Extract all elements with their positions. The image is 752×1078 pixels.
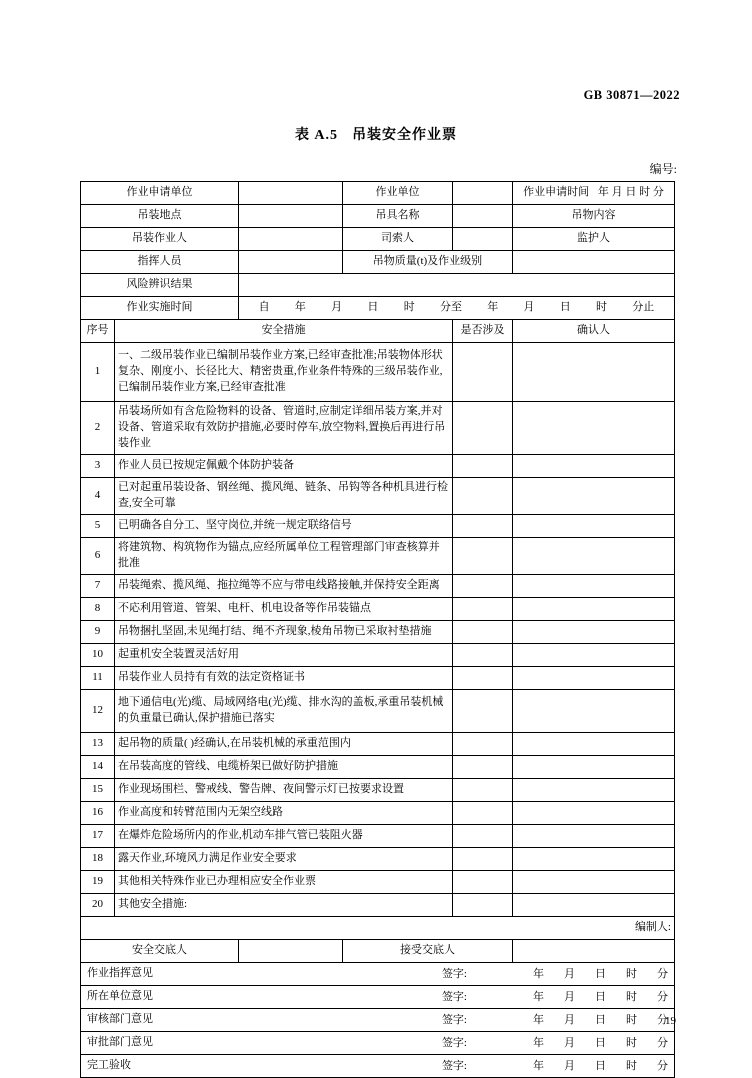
- value-briefing-receiver[interactable]: [513, 939, 675, 962]
- wt-7: 月: [523, 301, 535, 314]
- opinion-row: [81, 1031, 675, 1054]
- table-title-text: 吊装安全作业票: [352, 128, 458, 143]
- measure-no: 20: [81, 893, 115, 916]
- label-supervisor-text: 监护人: [577, 232, 610, 245]
- wt-9: 时: [596, 301, 608, 314]
- opinion-row: [81, 1054, 675, 1077]
- measure-involved[interactable]: [453, 620, 513, 643]
- date-hour: 时: [626, 1036, 637, 1049]
- date-day: 日: [595, 1036, 606, 1049]
- measure-row: [81, 402, 675, 455]
- serial-number-label: 编号:: [649, 162, 677, 176]
- measure-row: [81, 801, 675, 824]
- measure-involved[interactable]: [453, 870, 513, 893]
- measure-no: 8: [81, 597, 115, 620]
- label-commander: 指挥人员: [81, 251, 239, 274]
- standard-number: GB 30871—2022: [583, 88, 680, 102]
- date-month: 月: [564, 1036, 575, 1049]
- label-supervisor: [513, 228, 675, 251]
- measure-no: 7: [81, 574, 115, 597]
- date-day: 日: [595, 967, 606, 980]
- date-month: 月: [564, 990, 575, 1003]
- measure-no: 17: [81, 824, 115, 847]
- label-load-mass-level: 吊物质量(t)及作业级别: [343, 251, 513, 274]
- measure-no: 1: [81, 343, 115, 402]
- value-apply-time[interactable]: 年 月 日 时 分: [597, 186, 664, 199]
- label-hoist-operator: 吊装作业人: [81, 228, 239, 251]
- measure-no: 4: [81, 477, 115, 514]
- measure-no: 3: [81, 454, 115, 477]
- measure-confirmer[interactable]: [513, 801, 675, 824]
- measure-involved[interactable]: [453, 755, 513, 778]
- measure-confirmer[interactable]: [513, 778, 675, 801]
- measure-involved[interactable]: [453, 477, 513, 514]
- measure-involved[interactable]: [453, 893, 513, 916]
- value-work-unit[interactable]: [453, 182, 513, 205]
- editor-row: [81, 916, 675, 939]
- measure-confirmer[interactable]: [513, 755, 675, 778]
- measure-text: 已明确各自分工、坚守岗位,并统一规定联络信号: [115, 514, 453, 537]
- wt-4: 时: [403, 301, 415, 314]
- opinion-cell-approval[interactable]: [81, 1031, 675, 1054]
- measure-row: [81, 778, 675, 801]
- measure-text: 作业人员已按规定佩戴个体防护装备: [115, 454, 453, 477]
- measure-involved[interactable]: [453, 689, 513, 732]
- label-rigging-name: 吊具名称: [343, 205, 453, 228]
- date-hour: 时: [626, 1059, 637, 1072]
- wt-1: 年: [294, 301, 306, 314]
- measure-row: [81, 893, 675, 916]
- measure-row: [81, 514, 675, 537]
- measure-row: [81, 666, 675, 689]
- sign-date: [513, 1060, 668, 1072]
- opinion-cell-command[interactable]: [81, 962, 675, 985]
- measure-text: 吊装绳索、揽风绳、拖拉绳等不应与带电线路接触,并保持安全距离: [115, 574, 453, 597]
- value-hoist-site[interactable]: [239, 205, 343, 228]
- page-title: [0, 124, 752, 144]
- label-apply-time: [513, 182, 675, 205]
- opinion-label: 作业指挥意见: [87, 966, 153, 979]
- opinion-label: 审核部门意见: [87, 1012, 153, 1025]
- measure-text: 地下通信电(光)缆、局域网络电(光)缆、排水沟的盖板,承重吊装机械的负重量已确认,保护措施已落实: [115, 689, 453, 732]
- measure-row: [81, 870, 675, 893]
- measure-confirmer[interactable]: [513, 847, 675, 870]
- row-apply-unit: [81, 182, 675, 205]
- header-index: 序号: [81, 320, 115, 343]
- measure-involved[interactable]: [453, 514, 513, 537]
- opinion-cell-completion[interactable]: [81, 1054, 675, 1077]
- value-risk-result[interactable]: [239, 274, 675, 297]
- opinion-label: 所在单位意见: [87, 989, 153, 1002]
- measure-row: [81, 824, 675, 847]
- opinion-label: 完工验收: [87, 1058, 131, 1071]
- date-minute: 分: [657, 1059, 668, 1072]
- measure-text: 一、二级吊装作业已编制吊装作业方案,已经审查批准;吊装物体形状复杂、刚度小、长径比大、精密贵重,作业条件特殊的三级吊装作业,已编制吊装作业方案,已经审查批准: [115, 343, 453, 402]
- measure-no: 19: [81, 870, 115, 893]
- date-month: 月: [564, 967, 575, 980]
- label-briefing-receiver: 接受交底人: [343, 939, 513, 962]
- opinion-signature: [442, 1013, 668, 1029]
- wt-6: 年: [487, 301, 499, 314]
- wt-0: 自: [258, 301, 270, 314]
- measure-row: [81, 477, 675, 514]
- sign-label: 签字:: [441, 990, 467, 1003]
- measure-text: 已对起重吊装设备、钢丝绳、揽风绳、链条、吊钩等各种机具进行检查,安全可靠: [115, 477, 453, 514]
- measure-no: 9: [81, 620, 115, 643]
- measure-text: 其他相关特殊作业已办理相应安全作业票: [115, 870, 453, 893]
- measure-text[interactable]: 其他安全措施:: [115, 893, 453, 916]
- measure-row: [81, 454, 675, 477]
- measure-confirmer[interactable]: [513, 454, 675, 477]
- sign-label: 签字:: [441, 967, 467, 980]
- label-apply-time-text: 作业申请时间: [523, 186, 590, 199]
- value-apply-unit[interactable]: [239, 182, 343, 205]
- measure-no: 2: [81, 402, 115, 455]
- sign-date: [513, 968, 668, 980]
- measure-text: 在爆炸危险场所内的作业,机动车排气管已装阻火器: [115, 824, 453, 847]
- measure-text: 在吊装高度的管线、电缆桥架已做好防护措施: [115, 755, 453, 778]
- measure-text: 不応利用管道、管架、电杆、机电设备等作吊装锚点: [115, 597, 453, 620]
- label-rigger: 司索人: [343, 228, 453, 251]
- measure-confirmer[interactable]: [513, 343, 675, 402]
- opinion-row: [81, 1008, 675, 1031]
- table-label: 表 A.5: [294, 128, 339, 143]
- measure-text: 吊装场所如有含危险物料的设备、管道时,应制定详细吊装方案,并对设备、管道采取有效防护措施,必要时停车,放空物料,置换后再进行吊装作业: [115, 402, 453, 455]
- measure-involved[interactable]: [453, 537, 513, 574]
- header-confirmer: 确认人: [513, 320, 675, 343]
- row-hoist-site: [81, 205, 675, 228]
- measure-no: 12: [81, 689, 115, 732]
- measure-involved[interactable]: [453, 666, 513, 689]
- measure-row: [81, 755, 675, 778]
- measure-confirmer[interactable]: [513, 824, 675, 847]
- wt-3: 日: [367, 301, 379, 314]
- handover-row: [81, 939, 675, 962]
- date-year: 年: [533, 1059, 544, 1072]
- label-apply-unit: 作业申请单位: [81, 182, 239, 205]
- measure-text: 露天作业,环境风力满足作业安全要求: [115, 847, 453, 870]
- date-day: 日: [595, 1013, 606, 1026]
- permit-table: [80, 181, 675, 1078]
- measure-text: 吊物捆扎坚固,未见绳打结、绳不齐现象,棱角吊物已采取衬垫措施: [115, 620, 453, 643]
- measure-text: 将建筑物、构筑物作为锚点,应经所属单位工程管理部门审查核算并批准: [115, 537, 453, 574]
- measure-involved[interactable]: [453, 597, 513, 620]
- row-risk-result: [81, 274, 675, 297]
- date-minute: 分: [657, 1013, 668, 1026]
- row-work-time: [81, 297, 675, 320]
- sign-date: [513, 1037, 668, 1049]
- measure-confirmer[interactable]: [513, 666, 675, 689]
- measure-row: [81, 537, 675, 574]
- date-hour: 时: [626, 967, 637, 980]
- measure-involved[interactable]: [453, 778, 513, 801]
- measure-no: 11: [81, 666, 115, 689]
- date-year: 年: [533, 1013, 544, 1026]
- sign-date: [513, 991, 668, 1003]
- date-day: 日: [595, 1059, 606, 1072]
- label-work-time: 作业实施时间: [81, 297, 239, 320]
- measure-text: 作业现场围栏、警戒线、警告牌、夜间警示灯已按要求设置: [115, 778, 453, 801]
- measure-no: 15: [81, 778, 115, 801]
- measure-involved[interactable]: [453, 643, 513, 666]
- measure-text: 作业高度和转臂范围内无架空线路: [115, 801, 453, 824]
- value-commander[interactable]: [239, 251, 343, 274]
- measure-confirmer[interactable]: [513, 402, 675, 455]
- measure-involved[interactable]: [453, 454, 513, 477]
- wt-2: 月: [331, 301, 343, 314]
- wt-5: 分至: [439, 301, 462, 314]
- measure-confirmer[interactable]: [513, 514, 675, 537]
- date-month: 月: [564, 1059, 575, 1072]
- measure-involved[interactable]: [453, 574, 513, 597]
- measure-confirmer[interactable]: [513, 597, 675, 620]
- measure-no: 14: [81, 755, 115, 778]
- measure-no: 5: [81, 514, 115, 537]
- header-measure: 安全措施: [115, 320, 453, 343]
- sign-label: 签字:: [441, 1013, 467, 1026]
- measure-involved[interactable]: [453, 732, 513, 755]
- work-time-parts: [242, 300, 671, 316]
- value-rigging-name[interactable]: [453, 205, 513, 228]
- measures-header-row: [81, 320, 675, 343]
- measure-involved[interactable]: [453, 343, 513, 402]
- date-year: 年: [533, 1036, 544, 1049]
- value-rigger[interactable]: [453, 228, 513, 251]
- sign-date: [513, 1014, 668, 1026]
- measure-confirmer[interactable]: [513, 477, 675, 514]
- wt-8: 日: [559, 301, 571, 314]
- date-year: 年: [533, 990, 544, 1003]
- measure-row: [81, 620, 675, 643]
- measure-involved[interactable]: [453, 824, 513, 847]
- date-hour: 时: [626, 1013, 637, 1026]
- measure-no: 10: [81, 643, 115, 666]
- label-load-content-text: 吊物内容: [571, 209, 616, 222]
- value-load-mass-level[interactable]: [513, 251, 675, 274]
- wt-10: 分止: [632, 301, 655, 314]
- measure-text: 吊装作业人员持有有效的法定资格证书: [115, 666, 453, 689]
- page-number: 19: [665, 1015, 676, 1027]
- date-year: 年: [533, 967, 544, 980]
- date-minute: 分: [657, 967, 668, 980]
- measure-confirmer[interactable]: [513, 620, 675, 643]
- opinion-cell-unit[interactable]: [81, 985, 675, 1008]
- measure-row: [81, 732, 675, 755]
- measure-confirmer[interactable]: [513, 893, 675, 916]
- measure-no: 18: [81, 847, 115, 870]
- measure-text: 起重机安全装置灵活好用: [115, 643, 453, 666]
- date-minute: 分: [657, 990, 668, 1003]
- measure-confirmer[interactable]: [513, 870, 675, 893]
- label-load-content: [513, 205, 675, 228]
- label-hoist-site: 吊装地点: [81, 205, 239, 228]
- measure-confirmer[interactable]: [513, 643, 675, 666]
- value-safety-briefer[interactable]: [239, 939, 343, 962]
- row-hoist-operator: [81, 228, 675, 251]
- opinion-signature: [442, 967, 668, 983]
- date-month: 月: [564, 1013, 575, 1026]
- header-involved: 是否涉及: [453, 320, 513, 343]
- measure-confirmer[interactable]: [513, 689, 675, 732]
- measure-row: [81, 597, 675, 620]
- editor-label: 编制人:: [81, 916, 675, 939]
- label-risk-result: 风险辨识结果: [81, 274, 239, 297]
- measure-confirmer[interactable]: [513, 574, 675, 597]
- opinion-signature: [442, 990, 668, 1006]
- date-minute: 分: [657, 1036, 668, 1049]
- value-hoist-operator[interactable]: [239, 228, 343, 251]
- measure-row: [81, 689, 675, 732]
- row-commander: [81, 251, 675, 274]
- measure-row: [81, 343, 675, 402]
- opinion-cell-review[interactable]: [81, 1008, 675, 1031]
- measure-involved[interactable]: [453, 801, 513, 824]
- measure-no: 16: [81, 801, 115, 824]
- opinion-label: 审批部门意见: [87, 1035, 153, 1048]
- measure-involved[interactable]: [453, 847, 513, 870]
- measure-text: 起吊物的质量( )经确认,在吊装机械的承重范围内: [115, 732, 453, 755]
- measure-confirmer[interactable]: [513, 537, 675, 574]
- measure-row: [81, 847, 675, 870]
- opinion-signature: [442, 1036, 668, 1052]
- measure-no: 6: [81, 537, 115, 574]
- date-hour: 时: [626, 990, 637, 1003]
- label-safety-briefer: 安全交底人: [81, 939, 239, 962]
- date-day: 日: [595, 990, 606, 1003]
- measure-row: [81, 643, 675, 666]
- measure-no: 13: [81, 732, 115, 755]
- value-work-time[interactable]: [239, 297, 675, 320]
- label-work-unit: 作业单位: [343, 182, 453, 205]
- opinion-row: [81, 985, 675, 1008]
- opinion-row: [81, 962, 675, 985]
- sign-label: 签字:: [441, 1036, 467, 1049]
- sign-label: 签字:: [441, 1059, 467, 1072]
- measure-involved[interactable]: [453, 402, 513, 455]
- measure-row: [81, 574, 675, 597]
- measure-confirmer[interactable]: [513, 732, 675, 755]
